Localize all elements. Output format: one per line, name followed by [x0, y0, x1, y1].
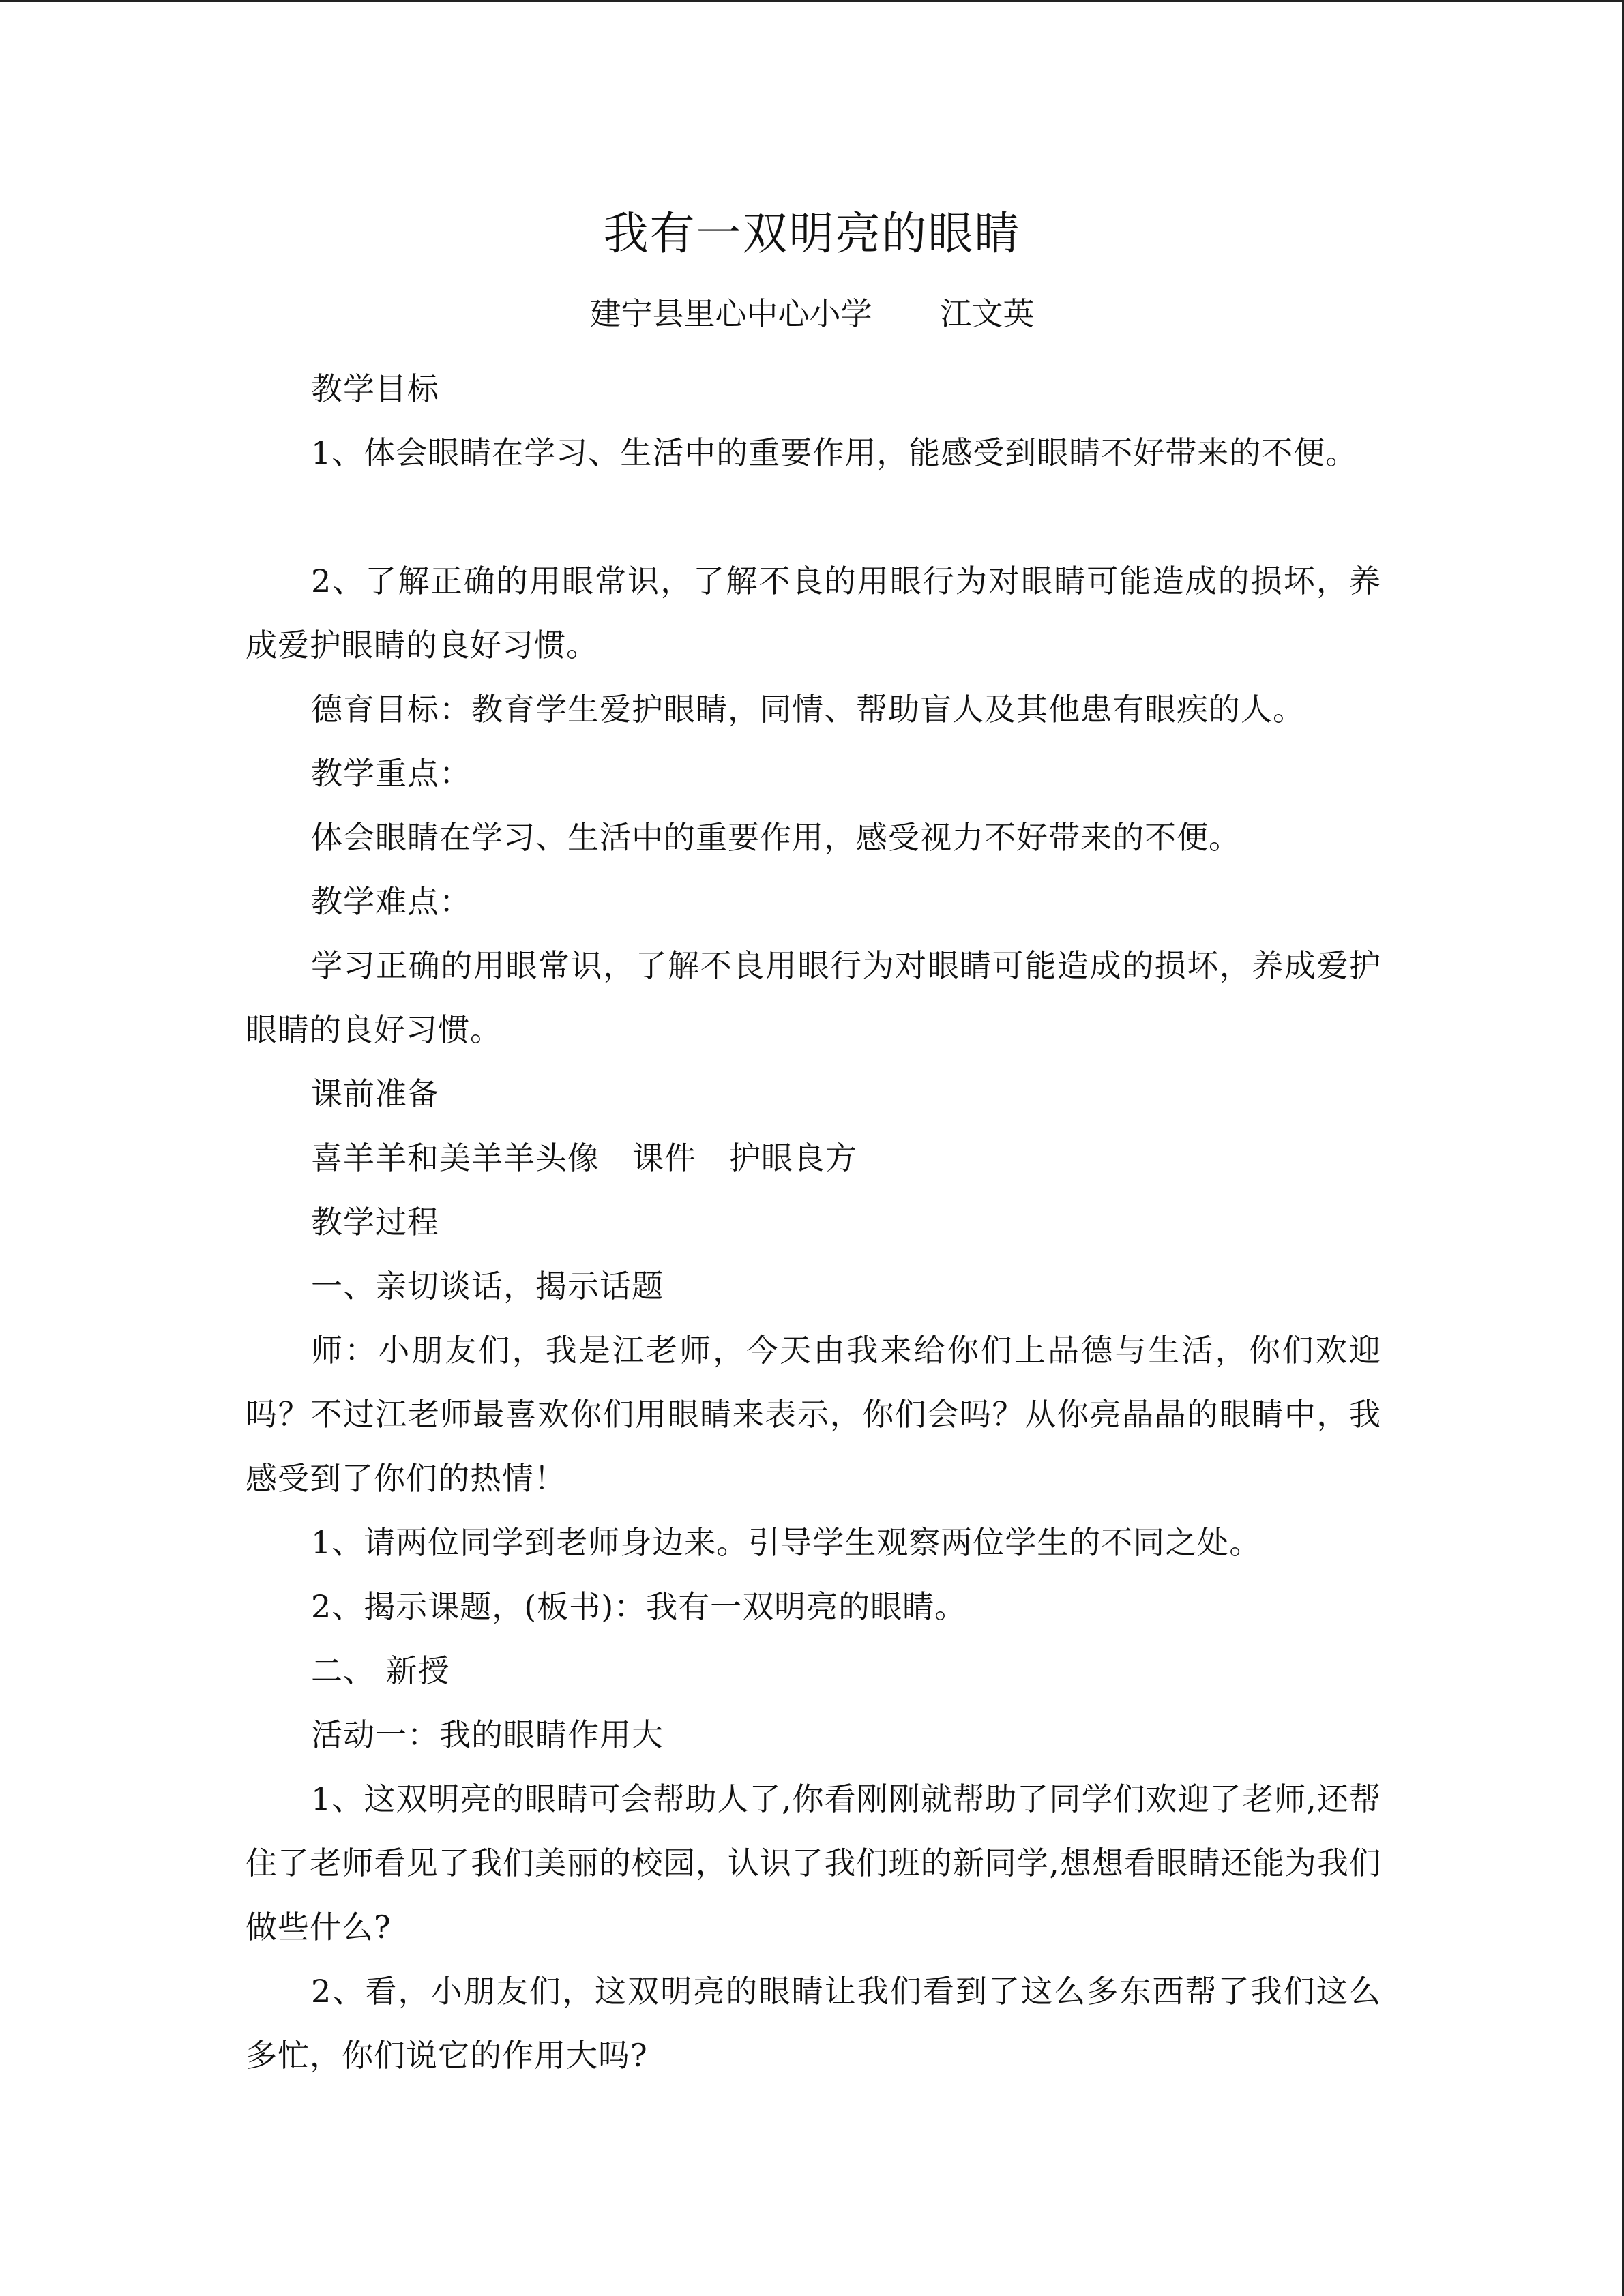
step-2: 2、揭示课题，(板书)：我有一双明亮的眼睛。: [311, 1588, 967, 1625]
step-1: 1、请两位同学到老师身边来。引导学生观察两位学生的不同之处。: [311, 1524, 1262, 1561]
moral-objective: 德育目标：教育学生爱护眼睛，同情、帮助盲人及其他患有眼疾的人。: [311, 691, 1305, 728]
section-1-heading: 一、亲切谈话，揭示话题: [311, 1268, 664, 1304]
process-heading: 教学过程: [311, 1204, 439, 1240]
document-body: [246, 357, 1381, 2087]
prep-item: 护眼良方: [729, 1139, 857, 1176]
difficulty-heading: 教学难点：: [311, 883, 471, 920]
section-2-heading: 二、 新授: [311, 1652, 450, 1689]
author-line: [0, 295, 1624, 333]
prep-heading: 课前准备: [311, 1075, 439, 1112]
activity-step-1: 1、这双明亮的眼睛可会帮助人了,你看刚刚就帮助了同学们欢迎了老师,还帮住了老师看见了我们美丽的校园，认识了我们班的新同学,想想看眼睛还能为我们做些什么?: [246, 1780, 1381, 1945]
activity-1-heading: 活动一：我的眼睛作用大: [311, 1716, 664, 1753]
prep-items: [246, 1126, 1381, 1190]
prep-item: 课件: [632, 1139, 696, 1176]
document-title: 我有一双明亮的眼睛: [603, 207, 1021, 260]
teacher-intro: 师：小朋友们，我是江老师，今天由我来给你们上品德与生活，你们欢迎吗？不过江老师最喜欢你们用眼睛来表示，你们会吗？从你亮晶晶的眼睛中，我感受到了你们的热情！: [246, 1332, 1381, 1497]
key-text: 体会眼睛在学习、生活中的重要作用，感受视力不好带来的不便。: [311, 819, 1241, 856]
key-heading: 教学重点：: [311, 755, 471, 792]
difficulty-text: 学习正确的用眼常识，了解不良用眼行为对眼睛可能造成的损坏，养成爱护眼睛的良好习惯。: [246, 947, 1381, 1048]
author-name: 江文英: [940, 295, 1035, 332]
objectives-heading: 教学目标: [311, 370, 439, 407]
prep-item: 喜羊羊和美羊羊头像: [311, 1139, 600, 1176]
objective-2: 2、了解正确的用眼常识，了解不良的用眼行为对眼睛可能造成的损坏，养成爱护眼睛的良好习惯。: [246, 563, 1381, 664]
objective-1: 1、体会眼睛在学习、生活中的重要作用，能感受到眼睛不好带来的不便。: [311, 434, 1358, 471]
author-school: 建宁县里心中心小学: [589, 295, 872, 332]
activity-step-2: 2、看，小朋友们，这双明亮的眼睛让我们看到了这么多东西帮了我们这么多忙，你们说它的作用大吗?: [246, 1973, 1381, 2074]
